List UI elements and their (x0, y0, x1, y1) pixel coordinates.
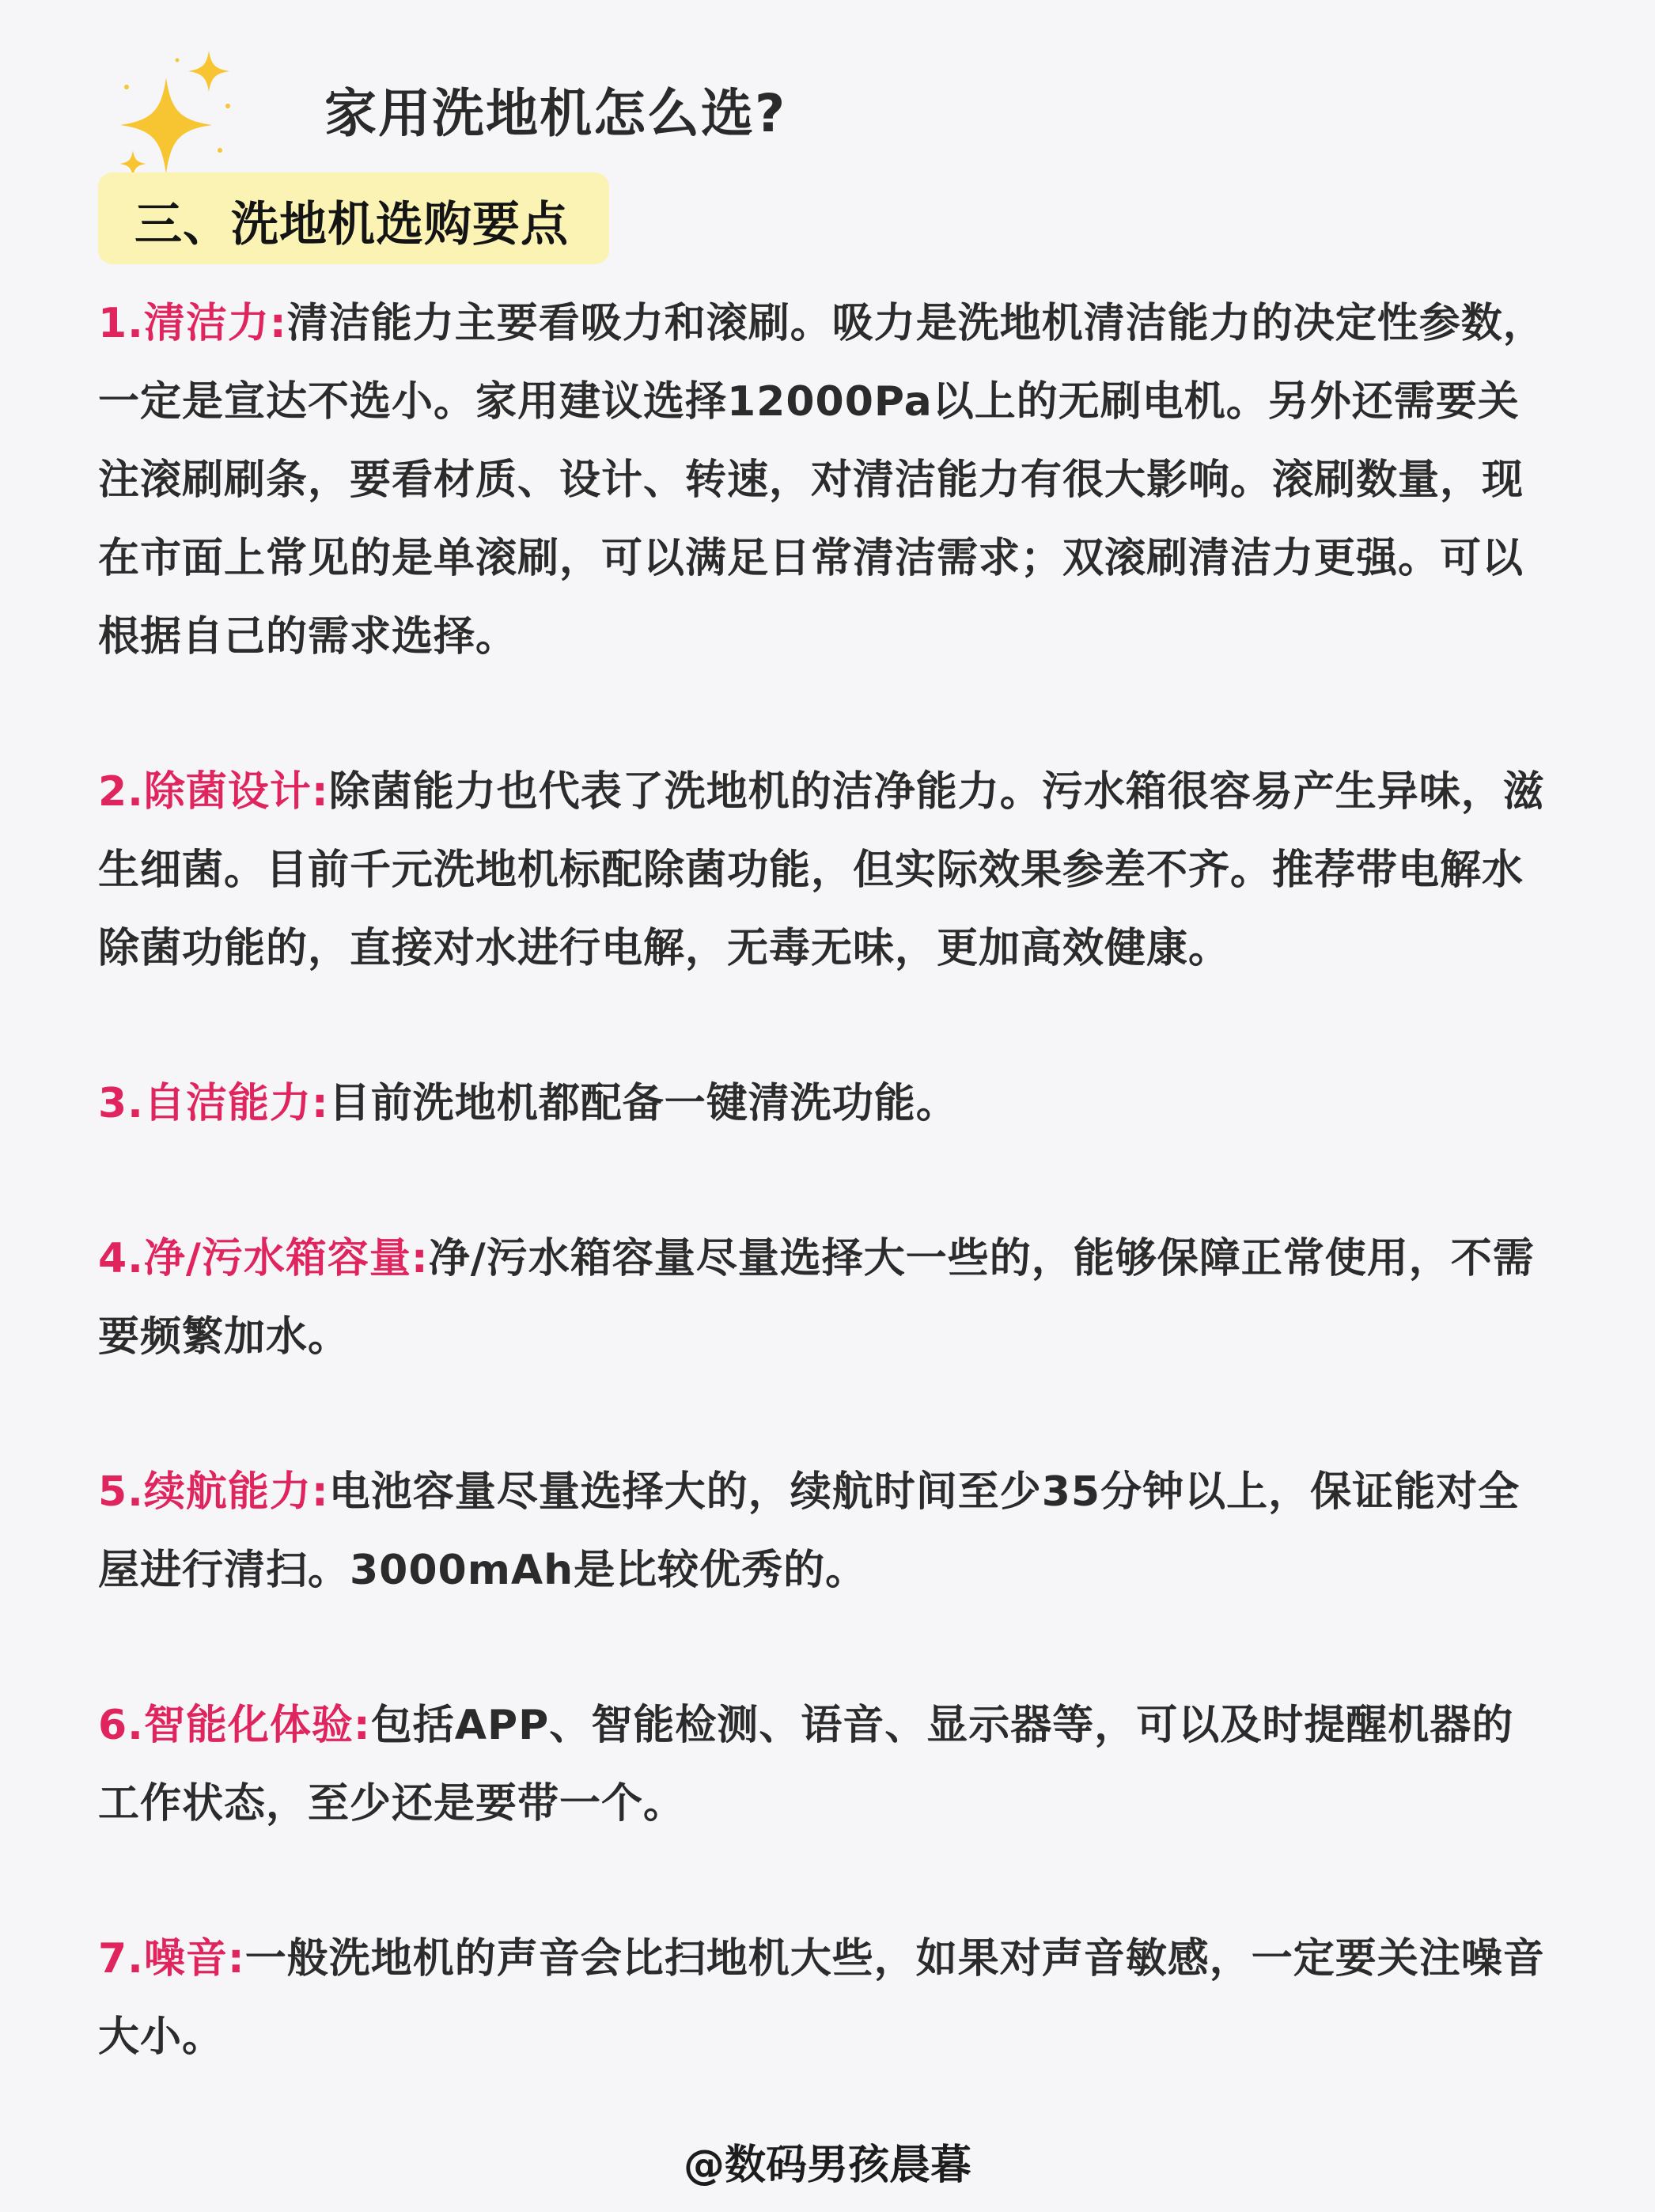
point-label: 1.清洁力: (98, 300, 287, 347)
point-sterilization (98, 753, 1554, 988)
point-text: 一般洗地机的声音会比扫地机大些，如果对声音敏感，一定要关注噪音大小。 (98, 1935, 1545, 2061)
point-label: 3.自洁能力: (98, 1080, 329, 1127)
section-title: 三、洗地机选购要点 (134, 197, 569, 252)
point-label: 5.续航能力: (98, 1468, 329, 1516)
point-text: 电池容量尽量选择大的，续航时间至少35分钟以上，保证能对全屋进行清扫。3000mAh是比较优秀的。 (98, 1468, 1521, 1594)
author-credit: @数码男孩晨暮 (683, 2142, 971, 2189)
point-text: 目前洗地机都配备一键清洗功能。 (328, 1080, 958, 1127)
point-text: 包括APP、智能检测、语音、显示器等，可以及时提醒机器的工作状态，至少还是要带一个。 (98, 1702, 1514, 1828)
point-text: 清洁能力主要看吸力和滚刷。吸力是洗地机清洁能力的决定性参数，一定是宣达不选小。家用建议选择12000Pa以上的无刷电机。另外还需要关注滚刷刷条，要看材质、设计、转速，对清洁能力有很大影响。滚刷数量，现在市面上常见的是单滚刷，可以满足日常清洁需求；双滚刷清洁力更强。可以根据自己的需求选择。 (98, 300, 1545, 661)
point-label: 4.净/污水箱容量: (98, 1235, 429, 1282)
point-text: 除菌能力也代表了洗地机的洁净能力。污水箱很容易产生异味，滋生细菌。目前千元洗地机标配除菌功能，但实际效果参差不齐。推荐带电解水除菌功能的，直接对水进行电解，无毒无味，更加高效健康。 (98, 768, 1545, 972)
header (0, 32, 1655, 190)
point-cleaning-power (98, 285, 1554, 676)
point-self-cleaning (98, 1065, 1554, 1143)
point-tank-capacity (98, 1220, 1554, 1377)
points-list (98, 285, 1554, 2077)
point-noise (98, 1920, 1554, 2077)
point-smart-features (98, 1687, 1554, 1843)
point-text: 净/污水箱容量尽量选择大一些的，能够保障正常使用，不需要频繁加水。 (98, 1235, 1535, 1361)
sparkles-icon (111, 47, 237, 182)
point-label: 2.除菌设计: (98, 768, 329, 816)
point-label: 7.噪音: (98, 1935, 245, 1983)
point-battery-life (98, 1453, 1554, 1610)
point-label: 6.智能化体验: (98, 1702, 371, 1749)
page-title: 家用洗地机怎么选? (324, 83, 787, 144)
